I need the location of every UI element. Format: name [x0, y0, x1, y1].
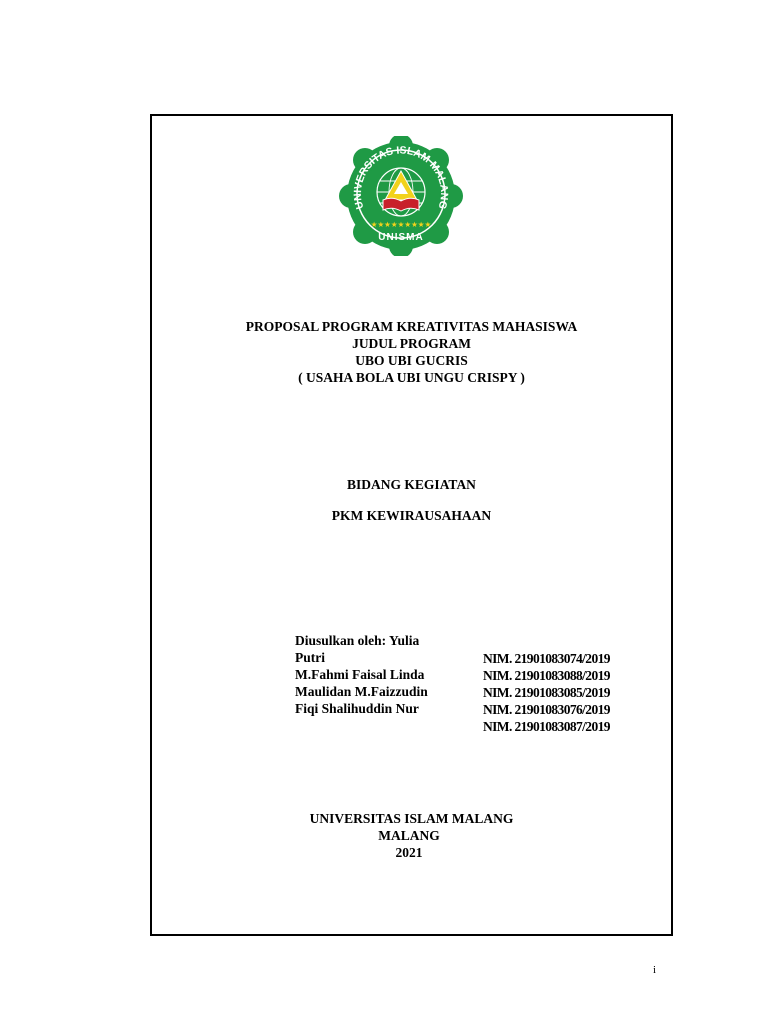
proposer-label: Diusulkan oleh: Yulia: [295, 633, 420, 648]
title-line-2: JUDUL PROGRAM: [352, 336, 471, 351]
proposer-name: Maulidan M.Faizzudin: [295, 684, 428, 699]
nim-entry: NIM. 21901083074/2019: [483, 651, 610, 666]
proposer-names: [295, 632, 465, 717]
proposer-name: Fiqi Shalihuddin Nur: [295, 701, 419, 716]
proposer-nims: [483, 650, 610, 735]
nim-entry: NIM. 21901083088/2019: [483, 668, 610, 683]
logo-arc-text: UNIVERSITAS ISLAM MALANG: [351, 144, 451, 211]
footer-block: [150, 810, 673, 861]
title-line-1: PROPOSAL PROGRAM KREATIVITAS MAHASISWA: [245, 319, 578, 334]
bidang-value: PKM KEWIRAUSAHAAN: [331, 508, 492, 523]
bidang-label: BIDANG KEGIATAN: [347, 477, 476, 492]
title-line-3: UBO UBI GUCRIS: [355, 353, 468, 368]
nim-entry: NIM. 21901083085/2019: [483, 685, 610, 700]
proposer-name: M.Fahmi Faisal Linda: [295, 667, 425, 682]
proposer-name: Putri: [295, 650, 325, 665]
nim-entry: NIM. 21901083087/2019: [483, 719, 610, 734]
footer-year: 2021: [395, 845, 423, 860]
unisma-logo: [339, 136, 463, 256]
footer-university: UNIVERSITAS ISLAM MALANG: [309, 811, 514, 826]
title-block: [150, 318, 673, 386]
footer-city: MALANG: [378, 828, 440, 843]
title-line-4: ( USAHA BOLA UBI UNGU CRISPY ): [298, 370, 525, 385]
logo-bottom-text: UNISMA: [378, 232, 424, 243]
logo-stars: ★★★★★★★★★: [370, 220, 432, 229]
page-number: i: [653, 964, 657, 976]
nim-entry: NIM. 21901083076/2019: [483, 702, 610, 717]
